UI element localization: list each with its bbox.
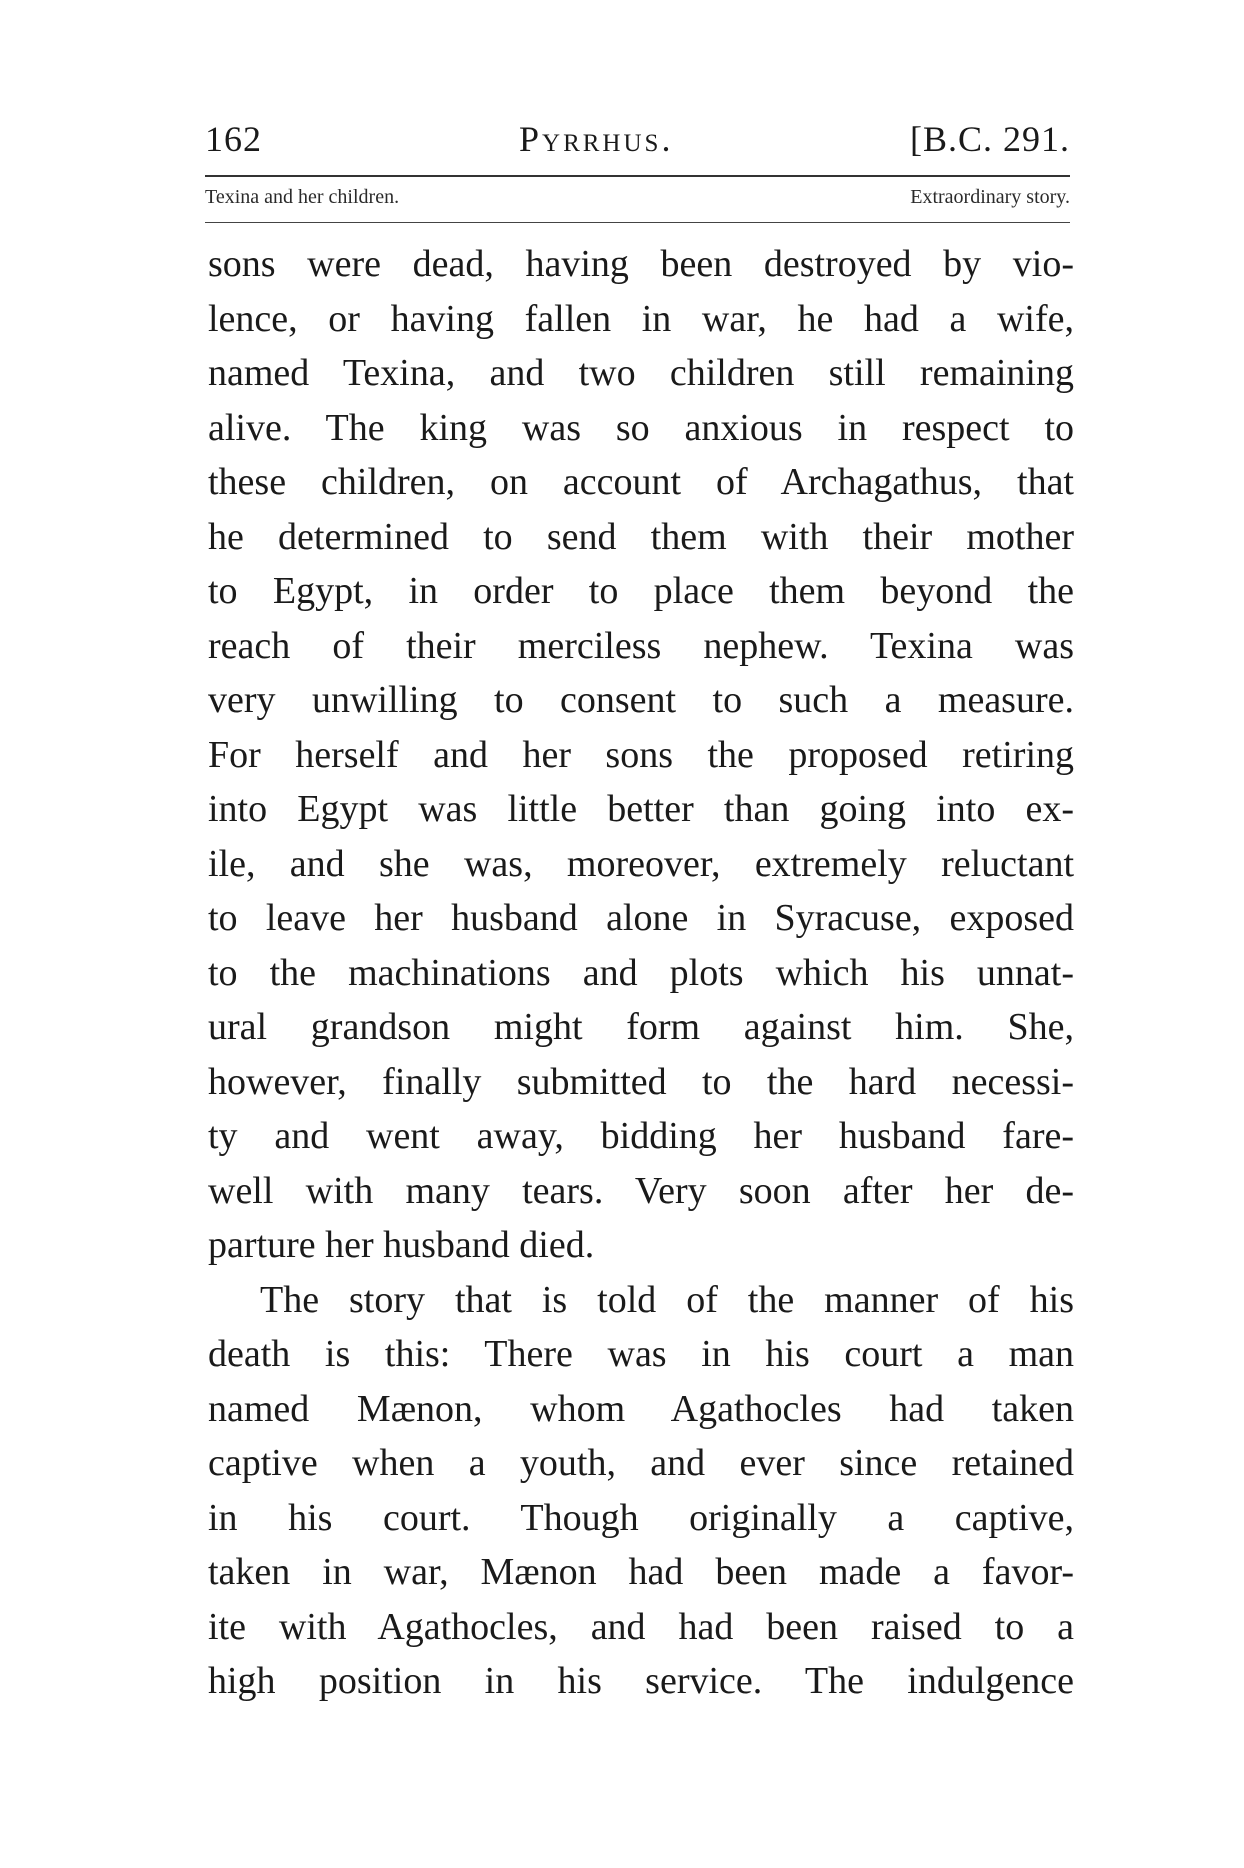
running-title: Pyrrhus.: [519, 119, 674, 159]
text-line: very unwilling to consent to such a measure.: [208, 679, 1074, 721]
text-line: lence, or having fallen in war, he had a wife,: [208, 297, 1074, 340]
header-rule-top: [205, 175, 1070, 177]
text-line: ty and went away, bidding her husband fare-: [208, 1115, 1074, 1157]
text-line: alive. The king was so anxious in respect to: [208, 406, 1074, 449]
text-line: sons were dead, having been destroyed by vio-: [208, 243, 1074, 285]
text-line: taken in war, Mænon had been made a favor-: [208, 1551, 1074, 1593]
text-line: well with many tears. Very soon after her de-: [208, 1169, 1074, 1212]
text-line: named Mænon, whom Agathocles had taken: [208, 1387, 1074, 1430]
text-line: ite with Agathocles, and had been raised to a: [208, 1605, 1074, 1648]
sidenote-right: Extraordinary story.: [910, 186, 1070, 208]
header-rule-bottom: [205, 222, 1070, 223]
running-head: [205, 96, 1070, 159]
text-line: named Texina, and two children still remaining: [208, 352, 1074, 394]
text-line-paragraph-start: The story that is told of the manner of his: [260, 1278, 1074, 1321]
sidenote-row: [205, 186, 1070, 216]
text-line: ural grandson might form against him. She,: [208, 1006, 1074, 1048]
text-line: ile, and she was, moreover, extremely reluctant: [208, 842, 1074, 885]
page-number: 162: [205, 119, 262, 159]
text-line: high position in his service. The indulgence: [208, 1660, 1074, 1702]
text-line: into Egypt was little better than going into ex-: [208, 788, 1074, 830]
text-line: reach of their merciless nephew. Texina was: [208, 624, 1074, 667]
text-line: to Egypt, in order to place them beyond the: [208, 570, 1074, 612]
text-line: to leave her husband alone in Syracuse, exposed: [208, 897, 1074, 939]
text-line: he determined to send them with their mother: [208, 515, 1074, 558]
body-text: [208, 237, 1074, 1709]
text-line: these children, on account of Archagathus, that: [208, 461, 1074, 503]
sidenote-left: Texina and her children.: [205, 186, 400, 208]
text-line: in his court. Though originally a captive,: [208, 1496, 1074, 1539]
text-line-paragraph-end: parture her husband died.: [208, 1224, 595, 1266]
text-line: For herself and her sons the proposed retiring: [208, 733, 1074, 776]
date-marker: [B.C. 291.: [909, 119, 1070, 159]
text-line: death is this: There was in his court a man: [208, 1333, 1074, 1375]
text-line: captive when a youth, and ever since retained: [208, 1442, 1074, 1484]
text-line: to the machinations and plots which his unnat-: [208, 951, 1074, 994]
text-line: however, finally submitted to the hard necessi-: [208, 1060, 1074, 1103]
